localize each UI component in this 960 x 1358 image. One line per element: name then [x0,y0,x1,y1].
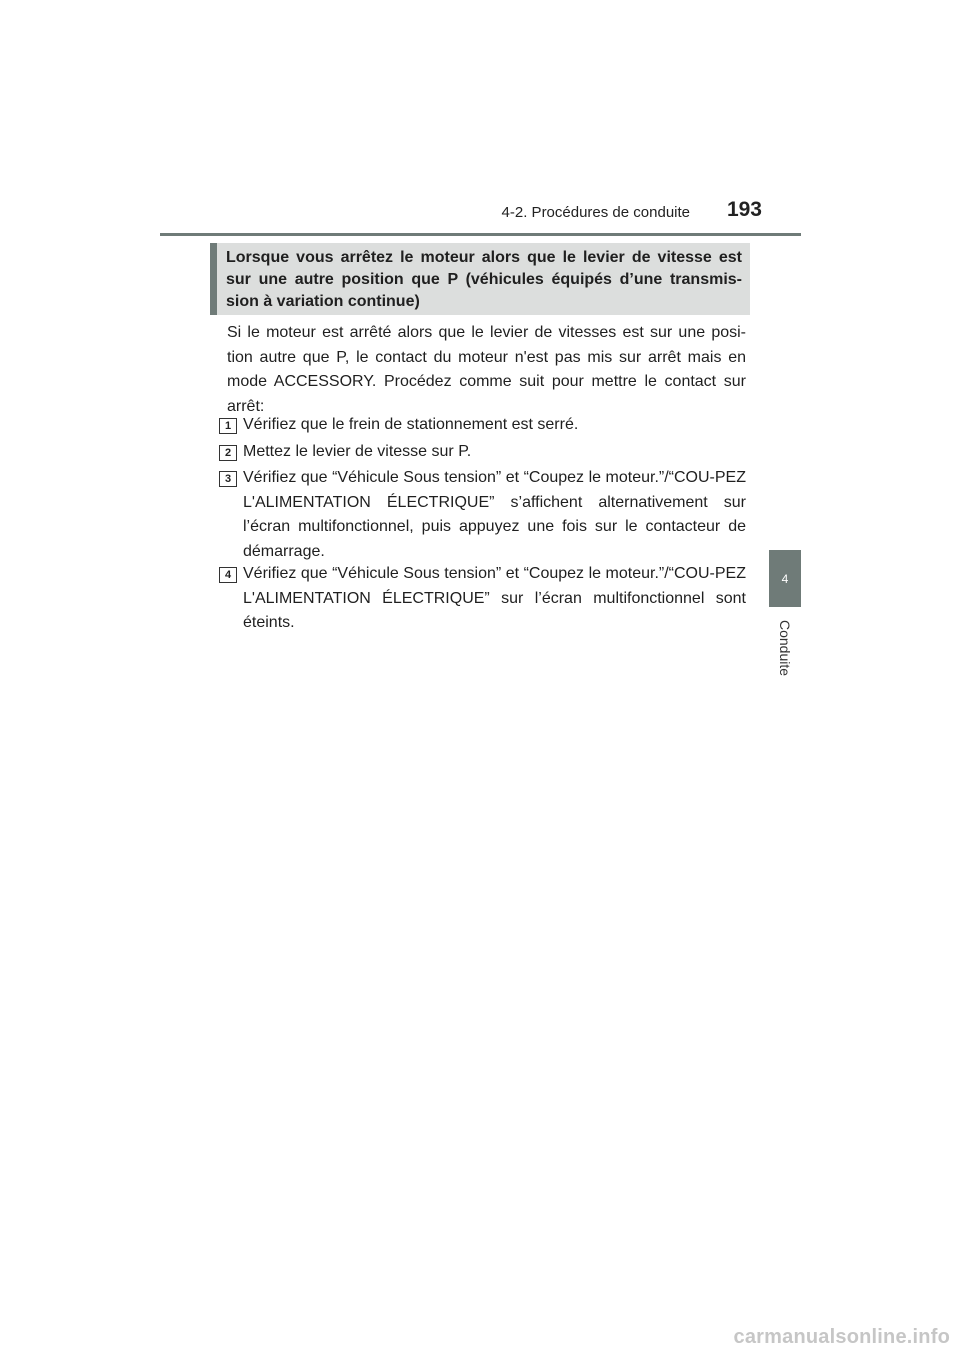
step-number-badge: 3 [219,471,237,487]
chapter-label-text: Conduite [777,619,793,677]
step-text: Vérifiez que le frein de stationnement est serré. [243,416,579,433]
chapter-tab-number: 4 [781,571,789,586]
header-rule [160,233,801,236]
step-text: Mettez le levier de vitesse sur P. [243,443,472,460]
watermark: carmanualsonline.info [733,1326,950,1348]
section-heading-box [210,243,750,315]
section-heading-bar [210,243,217,315]
intro-paragraph: Si le moteur est arrêté alors que le levier de vitesses est sur une posi-tion autre que P, le contact du moteur n'est pas mis sur arrêt mais en mode ACCESSORY. Procédez comme suit pour mettre le contact sur arrêt: [227,324,746,415]
step-number-badge: 4 [219,567,237,583]
chapter-tab [769,550,801,607]
step-number-badge: 2 [219,445,237,461]
header-section-title: 4-2. Procédures de conduite [501,204,690,221]
page-number: 193 [726,198,762,221]
step-number-badge: 1 [219,418,237,434]
step-text: Vérifiez que “Véhicule Sous tension” et “Coupez le moteur.”/“COU-PEZ L'ALIMENTATION ÉLECTRIQUE” s’affichent alternativement sur l’écran multifonctionnel, puis appuyez une fois sur le contacteur de démarrage. [243,469,746,560]
section-heading-text: Lorsque vous arrêtez le moteur alors que le levier de vitesse est sur une autre position que P (véhicules équipés d’une transmis-sion à variation continue) [226,249,742,310]
step-text: Vérifiez que “Véhicule Sous tension” et “Coupez le moteur.”/“COU-PEZ L'ALIMENTATION ÉLECTRIQUE” sur l’écran multifonctionnel sont éteints. [243,565,746,631]
